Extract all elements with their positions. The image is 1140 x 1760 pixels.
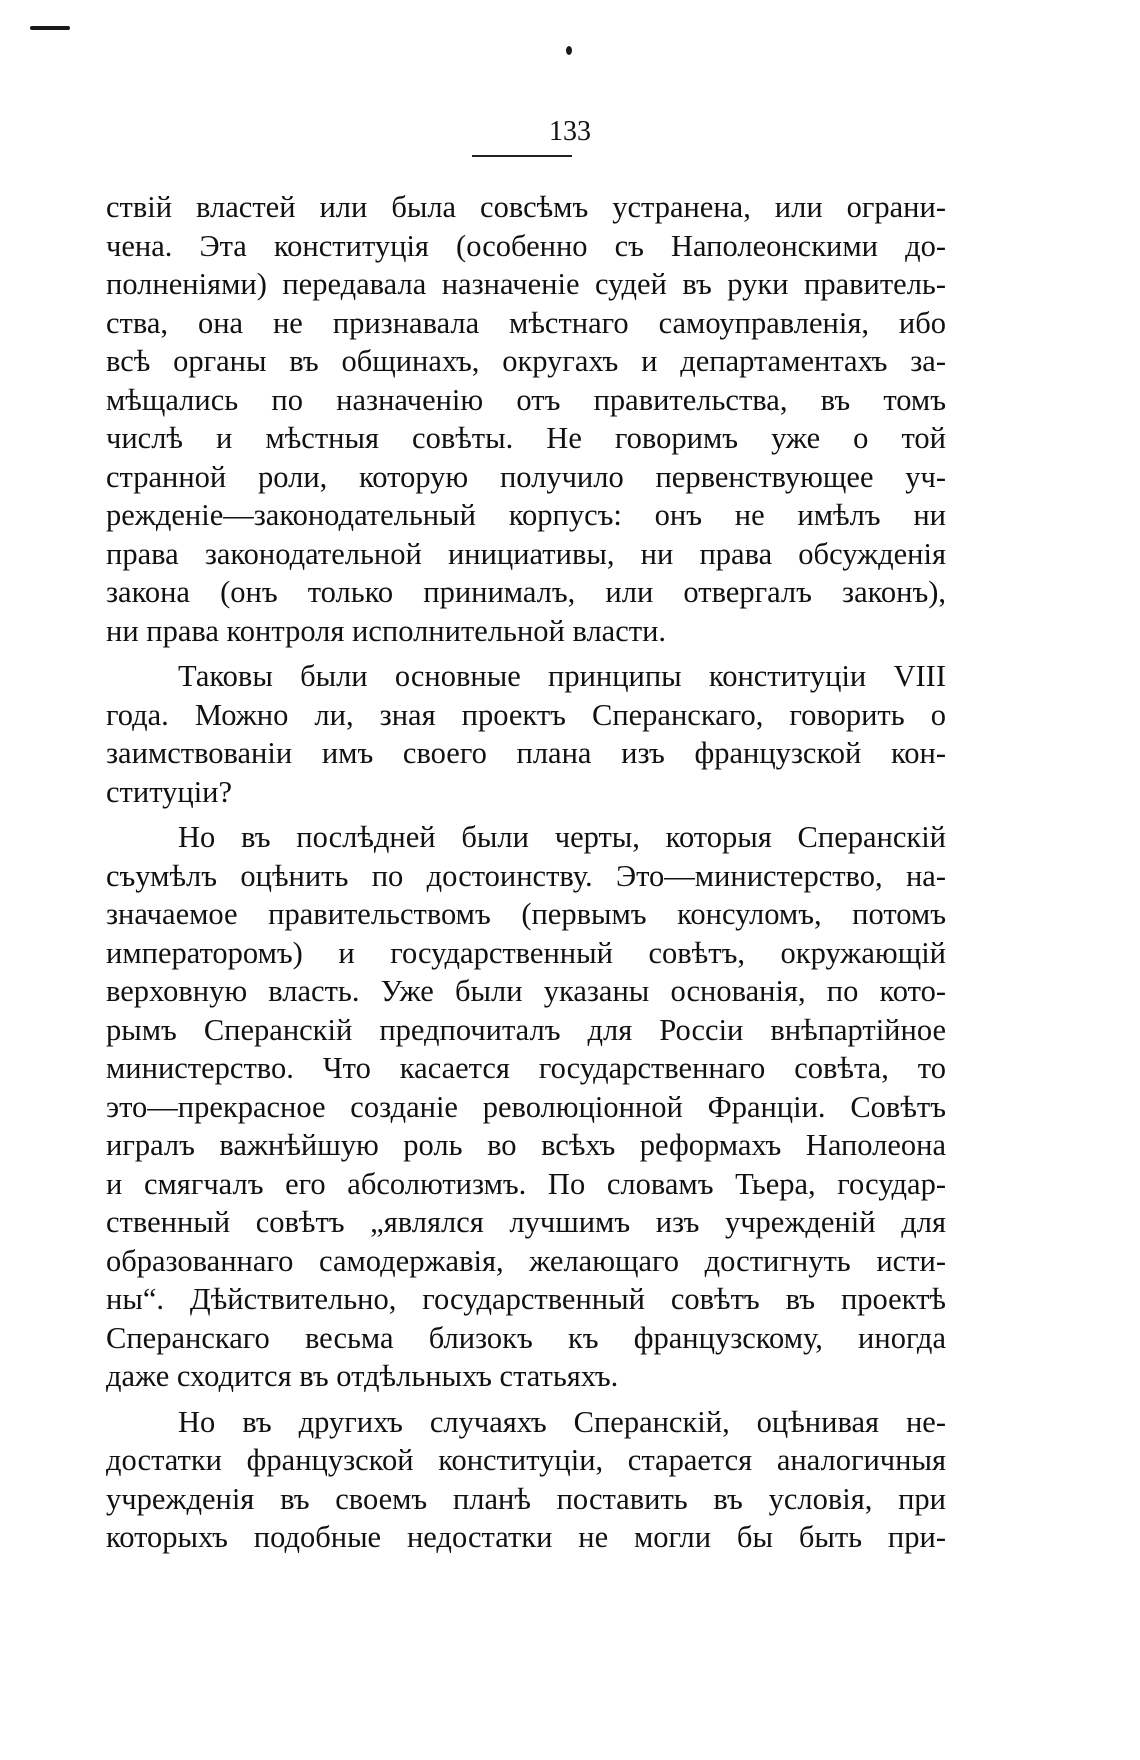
text-line: ни права контроля исполнительной власти. <box>106 613 667 648</box>
text-line: даже сходится въ отдѣльныхъ статьяхъ. <box>106 1359 619 1393</box>
text-line: права законодательной инициативы, ни права обсужденія <box>106 536 946 571</box>
text-line: достатки французской конституціи, старается аналогичныя <box>106 1443 946 1477</box>
text-line: чена. Эта конституція (особенно съ Наполеонскими до- <box>106 228 946 263</box>
text-line: заимствованіи имъ своего плана изъ французской кон- <box>106 736 946 770</box>
page-number: 133 <box>549 116 591 147</box>
scan-speck <box>30 26 70 30</box>
text-line: закона (онъ только принималъ, или отвергалъ законъ), <box>106 575 946 609</box>
paragraph-2 <box>106 657 946 811</box>
text-line: ства, она не признавала мѣстнаго самоуправленія, ибо <box>106 305 946 340</box>
text-line: учрежденія въ своемъ планѣ поставить въ условія, при <box>106 1481 946 1516</box>
text-line: рымъ Сперанскій предпочиталъ для Россіи внѣпартійное <box>106 1012 946 1047</box>
text-line: императоромъ) и государственный совѣтъ, окружающій <box>106 935 946 970</box>
text-line: Но въ послѣдней были черты, которыя Сперанскій <box>178 820 946 854</box>
text-line: это—прекрасное созданіе революціонной Франціи. Совѣтъ <box>106 1089 946 1124</box>
text-line: игралъ важнѣйшую роль во всѣхъ реформахъ Наполеона <box>106 1128 946 1162</box>
text-line: всѣ органы въ общинахъ, округахъ и департаментахъ за- <box>106 344 946 378</box>
paragraph-4 <box>106 1403 946 1557</box>
text-line: ституціи? <box>106 774 233 809</box>
text-line: Но въ другихъ случаяхъ Сперанскій, оцѣнивая не- <box>178 1404 946 1439</box>
text-line: странной роли, которую получило первенствующее уч- <box>106 459 946 494</box>
text-line: образованнаго самодержавія, желающаго достигнуть исти- <box>106 1243 946 1278</box>
text-line: Сперанскаго весьма близокъ къ французскому, иногда <box>106 1320 946 1355</box>
text-line: ственный совѣтъ „являлся лучшимъ изъ учрежденій для <box>106 1205 946 1239</box>
paragraph-3 <box>106 818 946 1396</box>
text-line: съумѣлъ оцѣнить по достоинству. Это—министерство, на- <box>106 858 946 893</box>
paragraph-1 <box>106 188 946 650</box>
page-number-rule <box>472 155 572 157</box>
text-line: полненіями) передавала назначеніе судей въ руки правитель- <box>106 267 946 301</box>
text-line: числѣ и мѣстныя совѣты. Не говоримъ уже о той <box>106 421 946 455</box>
text-line: ствій властей или была совсѣмъ устранена, или ограни- <box>106 190 946 224</box>
text-line: ны“. Дѣйствительно, государственный совѣтъ въ проектѣ <box>106 1282 946 1316</box>
text-line: которыхъ подобные недостатки не могли бы быть при- <box>106 1520 946 1554</box>
text-line: режденіе—законодательный корпусъ: онъ не имѣлъ ни <box>106 498 946 532</box>
text-line: и смягчалъ его абсолютизмъ. По словамъ Тьера, государ- <box>106 1166 946 1201</box>
text-line: года. Можно ли, зная проектъ Сперанскаго, говорить о <box>106 697 946 732</box>
text-line: мѣщались по назначенію отъ правительства, въ томъ <box>106 382 946 417</box>
body-text <box>106 188 946 1557</box>
text-line: Таковы были основные принципы конституціи VIII <box>178 659 946 693</box>
text-line: значаемое правительствомъ (первымъ консуломъ, потомъ <box>106 897 946 931</box>
text-line: верховную власть. Уже были указаны основанія, по кото- <box>106 974 946 1008</box>
scan-speck <box>566 46 572 55</box>
text-line: министерство. Что касается государственнаго совѣта, то <box>106 1051 946 1085</box>
